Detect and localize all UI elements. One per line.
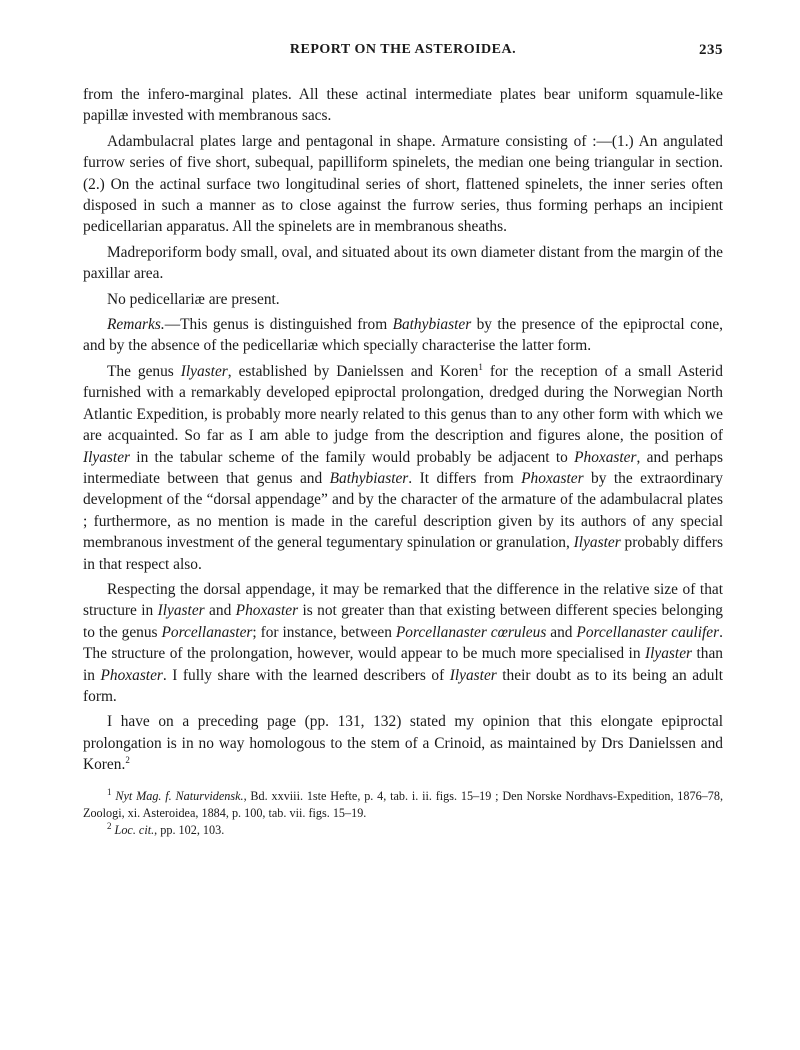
footnotes xyxy=(83,788,723,839)
page xyxy=(83,42,723,839)
paragraph-dorsal-appendage: Respecting the dorsal appendage, it may be remarked that the difference in the relative size of that structure in Ilyaster and Phoxaster is not greater than that existing between different species belonging to the genus Porcellanaster; for instance, between Porcellanaster cœruleus and Porcellanaster caulifer. The structure of the prolongation, however, would appear to be much more specialised in Ilyaster than in Phoxaster. I fully share with the learned describers of Ilyaster their doubt as to its being an adult form. xyxy=(83,580,724,705)
footnote-ref-1[interactable]: 1 xyxy=(478,361,483,372)
page-header xyxy=(83,42,723,66)
remarks-label: Remarks. xyxy=(107,316,165,334)
paragraph-ilyaster: The genus Ilyaster, established by Danielssen and Koren$^1$ for the reception of a small Asterid furnished with a remarkably developed epiproctal prolongation, dredged during the Norwegian North Atlantic Expedition, is probably more nearly related to this genus than to any other form with which we are acquainted. So far as I am able to judge from the description and figures alone, the position of Ilyaster in the tabular scheme of the family would probably be adjacent to Phoxaster, and perhaps intermediate between that genus and Bathybiaster. It differs from Phoxaster by the extraordinary development of the “dorsal appendage” and by the character of the armature of the adambulacral plates ; furthermore, as no mention is made in the careful description given by its authors of any special membranous investment of the general tegumentary spinulation or granulation, Ilyaster probably differs in that respect also. xyxy=(83,361,724,573)
page-number: 235 xyxy=(699,42,723,58)
paragraph-remarks: Remarks.—This genus is distinguished from Bathybiaster by the presence of the epiproctal cone, and by the absence of the pedicellariæ which specially characterise the latter form. xyxy=(83,316,723,355)
running-title: REPORT ON THE ASTEROIDEA. xyxy=(289,42,517,57)
paragraph-pedicellariae: No pedicellariæ are present. xyxy=(107,290,280,308)
body-text xyxy=(83,84,723,776)
footnote-1: $^1$ Nyt Mag. f. Naturvidensk., Bd. xxviii. 1ste Hefte, p. 4, tab. i. ii. figs. 15–19 ; Den Norske Nordhavs-Expedition, 1876–78, Zoologi, xi. Asteroidea, 1884, p. 100, tab. vii. figs. 15–19. xyxy=(83,786,724,820)
footnote-ref-2[interactable]: 2 xyxy=(125,755,130,766)
paragraph-madreporiform: Madreporiform body small, oval, and situated about its own diameter distant from the margin of the paxillar area. xyxy=(83,243,723,283)
footnote-2: $^2$ Loc. cit., pp. 102, 103. xyxy=(107,820,225,837)
paragraph-crinoid: I have on a preceding page (pp. 131, 132) stated my opinion that this elongate epiproctal prolongation is in no way homologous to the stem of a Crinoid, as maintained by Drs Danielssen and Koren.$^2$ xyxy=(83,713,723,774)
paragraph-1: from the infero-marginal plates. All these actinal intermediate plates bear uniform squamule-like papillæ invested with membranous sacs. xyxy=(83,86,723,125)
paragraph-adambulacral: Adambulacral plates large and pentagonal in shape. Armature consisting of :—(1.) An angulated furrow series of five short, subequal, papilliform spinelets, the median one being triangular in section. (2.) On the actinal surface two longitudinal series of short, flattened spinelets, the inner series often disposed in such a manner as to close against the furrow series, thus forming perhaps an incipient pedicellarian apparatus. All the spinelets are in membranous sheaths. xyxy=(83,132,723,236)
